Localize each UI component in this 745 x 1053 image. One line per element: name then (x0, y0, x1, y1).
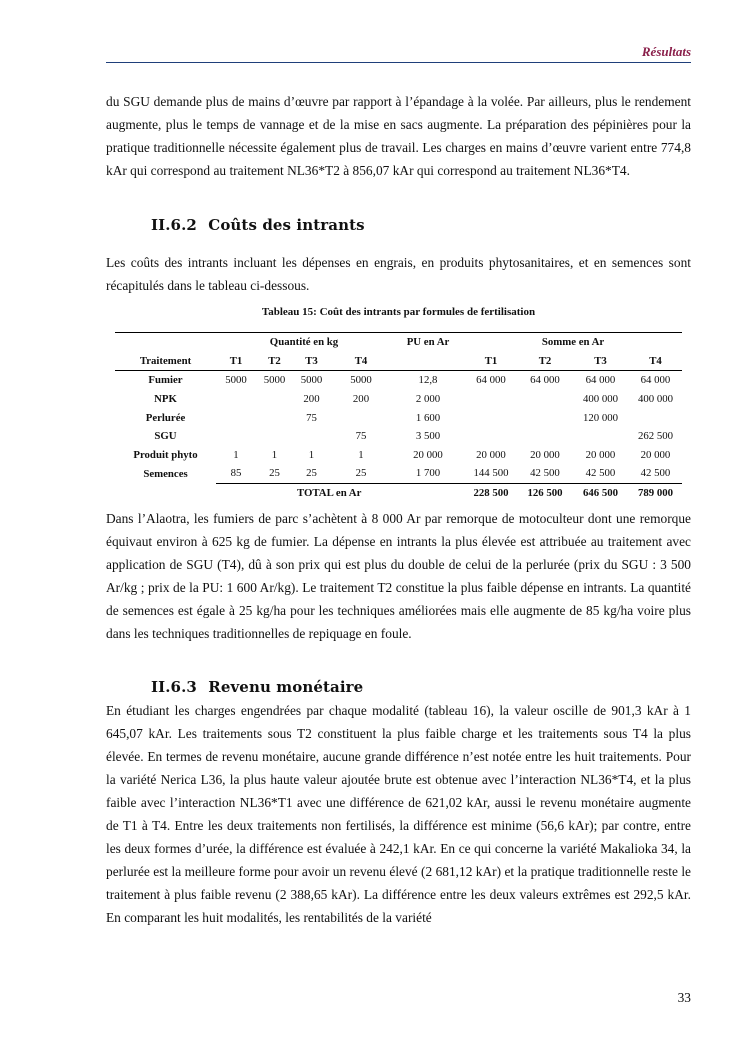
table-cell: 64 000 (530, 374, 560, 387)
total-label: TOTAL en Ar (293, 483, 392, 502)
table-row (115, 427, 682, 446)
input-cost-table (115, 332, 682, 502)
sum-t3-header: T3 (572, 352, 629, 371)
table-cell: 2 000 (415, 393, 441, 406)
table-cell: 64 000 (585, 374, 616, 387)
row-label: Produit phyto (133, 448, 198, 461)
table-cell: 75 (306, 411, 317, 424)
paragraph-labor-costs: du SGU demande plus de mains d’œuvre par rapport à l’épandage à la volée. Par ailleurs, plus le rendement augmente, plus le temps de vannage et de la mise en sacs augmente. La préparation des pépinières pour la pratique traditionnelle nécessite également plus de travail. Les charges en mains d’œuvre varient entre 774,8 kAr qui correspond au traitement NL36*T2 à 856,07 kAr qui correspond au traitement NL36*T4. (106, 94, 691, 178)
table-row (115, 371, 682, 390)
unit-price-header: PU en Ar (392, 333, 464, 352)
table-cell (256, 427, 293, 446)
table-cell: 75 (355, 430, 367, 443)
total-cell: 126 500 (518, 483, 572, 502)
table-cell (216, 427, 256, 446)
table-cell: 1 (308, 448, 315, 461)
table-cell: 12,8 (418, 374, 438, 387)
table-cell: 25 (306, 467, 317, 480)
table-cell: 20 000 (530, 448, 560, 461)
table-cell: 42 500 (530, 467, 560, 480)
qty-t3-header: T3 (293, 352, 330, 371)
table-cell (256, 390, 293, 409)
table-cell: 64 000 (640, 374, 671, 387)
section-heading-monetary-income (151, 678, 363, 696)
total-cell: 228 500 (464, 483, 518, 502)
table-cell: 20 000 (476, 448, 506, 461)
table-row (115, 390, 682, 409)
table-cell (464, 408, 518, 427)
table-cell (464, 390, 518, 409)
table-cell: 5000 (300, 374, 323, 387)
table-cell: 200 (352, 393, 370, 406)
sum-group-header: Somme en Ar (464, 333, 682, 352)
table-cell (216, 390, 256, 409)
table-cell: 42 500 (585, 467, 616, 480)
table-cell (518, 408, 572, 427)
table-cell: 64 000 (476, 374, 506, 387)
qty-t2-header: T2 (256, 352, 293, 371)
table-cell: 1 (271, 448, 278, 461)
table-total-row (115, 483, 682, 502)
table-cell (629, 408, 682, 427)
table-cell: 42 500 (640, 467, 671, 480)
table-cell: 144 500 (473, 467, 509, 480)
table-cell: 400 000 (582, 393, 619, 406)
table-cell: 20 000 (585, 448, 616, 461)
table-column-header-row (115, 352, 682, 371)
table-cell: 85 (230, 467, 242, 480)
table-cell: 25 (355, 467, 367, 480)
table-cell (464, 427, 518, 446)
table-cell (518, 427, 572, 446)
table-group-header-row (115, 333, 682, 352)
sum-t2-header: T2 (518, 352, 572, 371)
table-cell (330, 408, 392, 427)
total-cell: 789 000 (629, 483, 682, 502)
section-title: Coûts des intrants (208, 216, 365, 234)
table-cell: 200 (303, 393, 320, 406)
table-row (115, 408, 682, 427)
quantity-group-header: Quantité en kg (216, 333, 392, 352)
table-cell: 3 500 (415, 430, 441, 443)
qty-t1-header: T1 (216, 352, 256, 371)
table-cell: 25 (269, 467, 280, 480)
treatment-header: Traitement (115, 352, 216, 371)
table-cell: 20 000 (640, 448, 671, 461)
table-cell (216, 408, 256, 427)
table-cell (293, 427, 330, 446)
section-number: II.6.3 (151, 678, 197, 696)
row-label: NPK (154, 393, 177, 406)
page-number: 33 (677, 990, 691, 1005)
table-cell: 1 600 (415, 411, 441, 424)
sum-t1-header: T1 (464, 352, 518, 371)
section-heading-input-costs (151, 216, 365, 234)
row-label: SGU (154, 430, 177, 443)
row-label: Semences (143, 467, 188, 480)
table-cell (518, 390, 572, 409)
table-cell: 20 000 (413, 448, 443, 461)
qty-t4-header: T4 (330, 352, 392, 371)
table-caption: Tableau 15: Coût des intrants par formules de fertilisation (261, 306, 536, 318)
table-cell: 1 (358, 448, 364, 461)
header-rule (106, 62, 691, 63)
table-cell: 5000 (350, 374, 372, 387)
total-cell: 646 500 (572, 483, 629, 502)
paragraph-input-costs-intro: Les coûts des intrants incluant les dépenses en engrais, en produits phytosanitaires, et en semences sont récapitulés dans le tableau ci-dessous. (106, 255, 691, 293)
running-header: Résultats (641, 44, 691, 59)
table-row (115, 446, 682, 465)
table-row (115, 464, 682, 483)
table-cell: 1 (233, 448, 239, 461)
table-cell (572, 427, 629, 446)
section-title: Revenu monétaire (208, 678, 364, 696)
table-cell: 262 500 (637, 430, 674, 443)
table-cell (256, 408, 293, 427)
row-label: Perlurée (145, 411, 186, 424)
table-cell: 120 000 (582, 411, 619, 424)
table-cell: 1 700 (415, 467, 441, 480)
table-cell: 5000 (225, 374, 247, 387)
sum-t4-header: T4 (629, 352, 682, 371)
table-cell: 400 000 (637, 393, 674, 406)
section-number: II.6.2 (151, 216, 197, 234)
paragraph-input-costs-discussion: Dans l’Alaotra, les fumiers de parc s’achètent à 8 000 Ar par remorque de motoculteur dont une remorque équivaut environ à 625 kg de fumier. La dépense en intrants la plus élevée est attribuée au traitement avec application de SGU (T4), dû à son prix qui est plus du double de celui de la perlurée (prix du SGU : 3 500 Ar/kg ; prix de la PU: 1 600 Ar/kg). Le traitement T2 constitue la plus faible dépense en intrants. La quantité de semences est égale à 25 kg/ha pour les techniques améliorées mais elle augmente de 85 kg/ha voire plus dans les techniques traditionnelles de repiquage en foule. (106, 511, 691, 641)
paragraph-monetary-income: En étudiant les charges engendrées par chaque modalité (tableau 16), la valeur oscille de 901,3 kAr à 1 645,07 kAr. Les traitements sous T2 constituent la plus faible charge et les traitements sous T4 la plus élevée. En termes de revenu monétaire, aucune grande différence n’est notée entre les huit traitements. Pour la variété Nerica L36, la plus haute valeur ajoutée brute est obtenue avec l’interaction NL36*T4, et la plus faible avec l’interaction NL36*T1 avec une différence de 621,02 kAr, aussi le revenu monétaire augmente de T1 à T4. Entre les deux traitements non fertilisés, la différence est minime (56,6 kAr); par contre, entre les deux formes d’urée, la différence est évaluée à 242,1 kAr. En ce qui concerne la variété Makalioka 34, la perlurée est la meilleure forme pour avoir un revenu élevé (2 681,12 kAr) et la pratique traditionnelle reste le traitement à plus faible revenu (2 388,65 kAr). La différence entre les deux valeurs extrêmes est 292,5 kAr. En comparant les huit modalités, les rentabilités de la variété (106, 703, 691, 925)
row-label: Fumier (148, 374, 183, 387)
table-cell: 5000 (263, 374, 286, 387)
